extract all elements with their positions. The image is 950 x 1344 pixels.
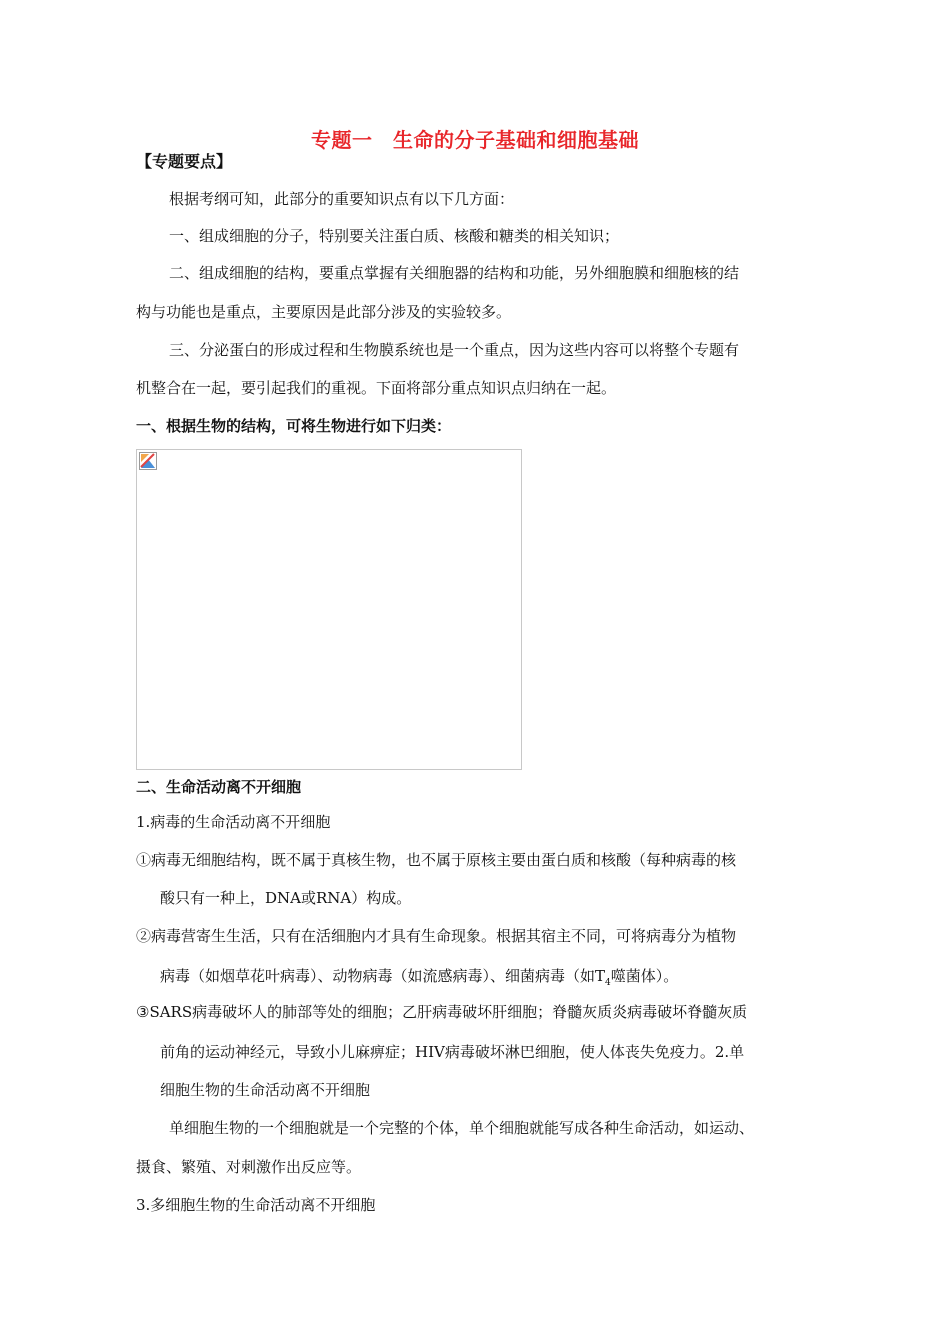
intro-paragraph-4-line-2: 机整合在一起，要引起我们的重视。下面将部分重点知识点归纳在一起。 <box>136 379 617 397</box>
item-2-line-2-end: 噬菌体）。 <box>610 967 679 985</box>
item-3-line-3: 细胞生物的生命活动离不开细胞 <box>160 1081 371 1099</box>
subscript-four: 4 <box>605 978 611 988</box>
single-cell-paragraph-line-1: 单细胞生物的一个细胞就是一个完整的个体，单个细胞就能写成各种生命活动，如运动、 <box>169 1119 755 1137</box>
intro-paragraph-2: 一、组成细胞的分子，特别要关注蛋白质、核酸和糖类的相关知识； <box>169 227 620 245</box>
intro-paragraph-1: 根据考纲可知，此部分的重要知识点有以下几方面： <box>169 190 515 208</box>
item-1-line-2: 酸只有一种上，DNA或RNA）构成。 <box>160 889 412 907</box>
page-title: 专题一 生命的分子基础和细胞基础 <box>311 128 639 152</box>
item-1-line-1: ①病毒无细胞结构，既不属于真核生物，也不属于原核主要由蛋白质和核酸（每种病毒的核 <box>136 851 737 869</box>
single-cell-paragraph-line-2: 摄食、繁殖、对刺激作出反应等。 <box>136 1158 362 1176</box>
item-3-line-1: ③SARS病毒破坏人的肺部等处的细胞；乙肝病毒破坏肝细胞；脊髓灰质炎病毒破坏脊髓灰质 <box>136 1003 748 1021</box>
section-heading-cells: 二、生命活动离不开细胞 <box>136 778 302 796</box>
item-2-line-2-text: 病毒（如烟草花叶病毒）、动物病毒（如流感病毒）、细菌病毒（如T <box>160 967 606 985</box>
section-heading-key-points: 【专题要点】 <box>136 152 233 171</box>
subheading-virus: 1.病毒的生命活动离不开细胞 <box>136 813 331 831</box>
item-2-line-2 <box>160 966 678 993</box>
intro-paragraph-3-line-2: 构与功能也是重点，主要原因是此部分涉及的实验较多。 <box>136 303 512 321</box>
intro-paragraph-4-line-1: 三、分泌蛋白的形成过程和生物膜系统也是一个重点，因为这些内容可以将整个专题有 <box>169 341 740 359</box>
section-heading-classification: 一、根据生物的结构，可将生物进行如下归类： <box>136 417 452 435</box>
classification-image-placeholder <box>136 449 522 770</box>
item-3-line-2: 前角的运动神经元，导致小儿麻痹症；HIV病毒破坏淋巴细胞，使人体丧失免疫力。2.单 <box>160 1043 745 1061</box>
broken-image-icon <box>139 452 157 470</box>
subheading-multicellular: 3.多细胞生物的生命活动离不开细胞 <box>136 1196 376 1214</box>
intro-paragraph-3-line-1: 二、组成细胞的结构，要重点掌握有关细胞器的结构和功能，另外细胞膜和细胞核的结 <box>169 264 740 282</box>
item-2-line-1: ②病毒营寄生生活，只有在活细胞内才具有生命现象。根据其宿主不同，可将病毒分为植物 <box>136 927 737 945</box>
